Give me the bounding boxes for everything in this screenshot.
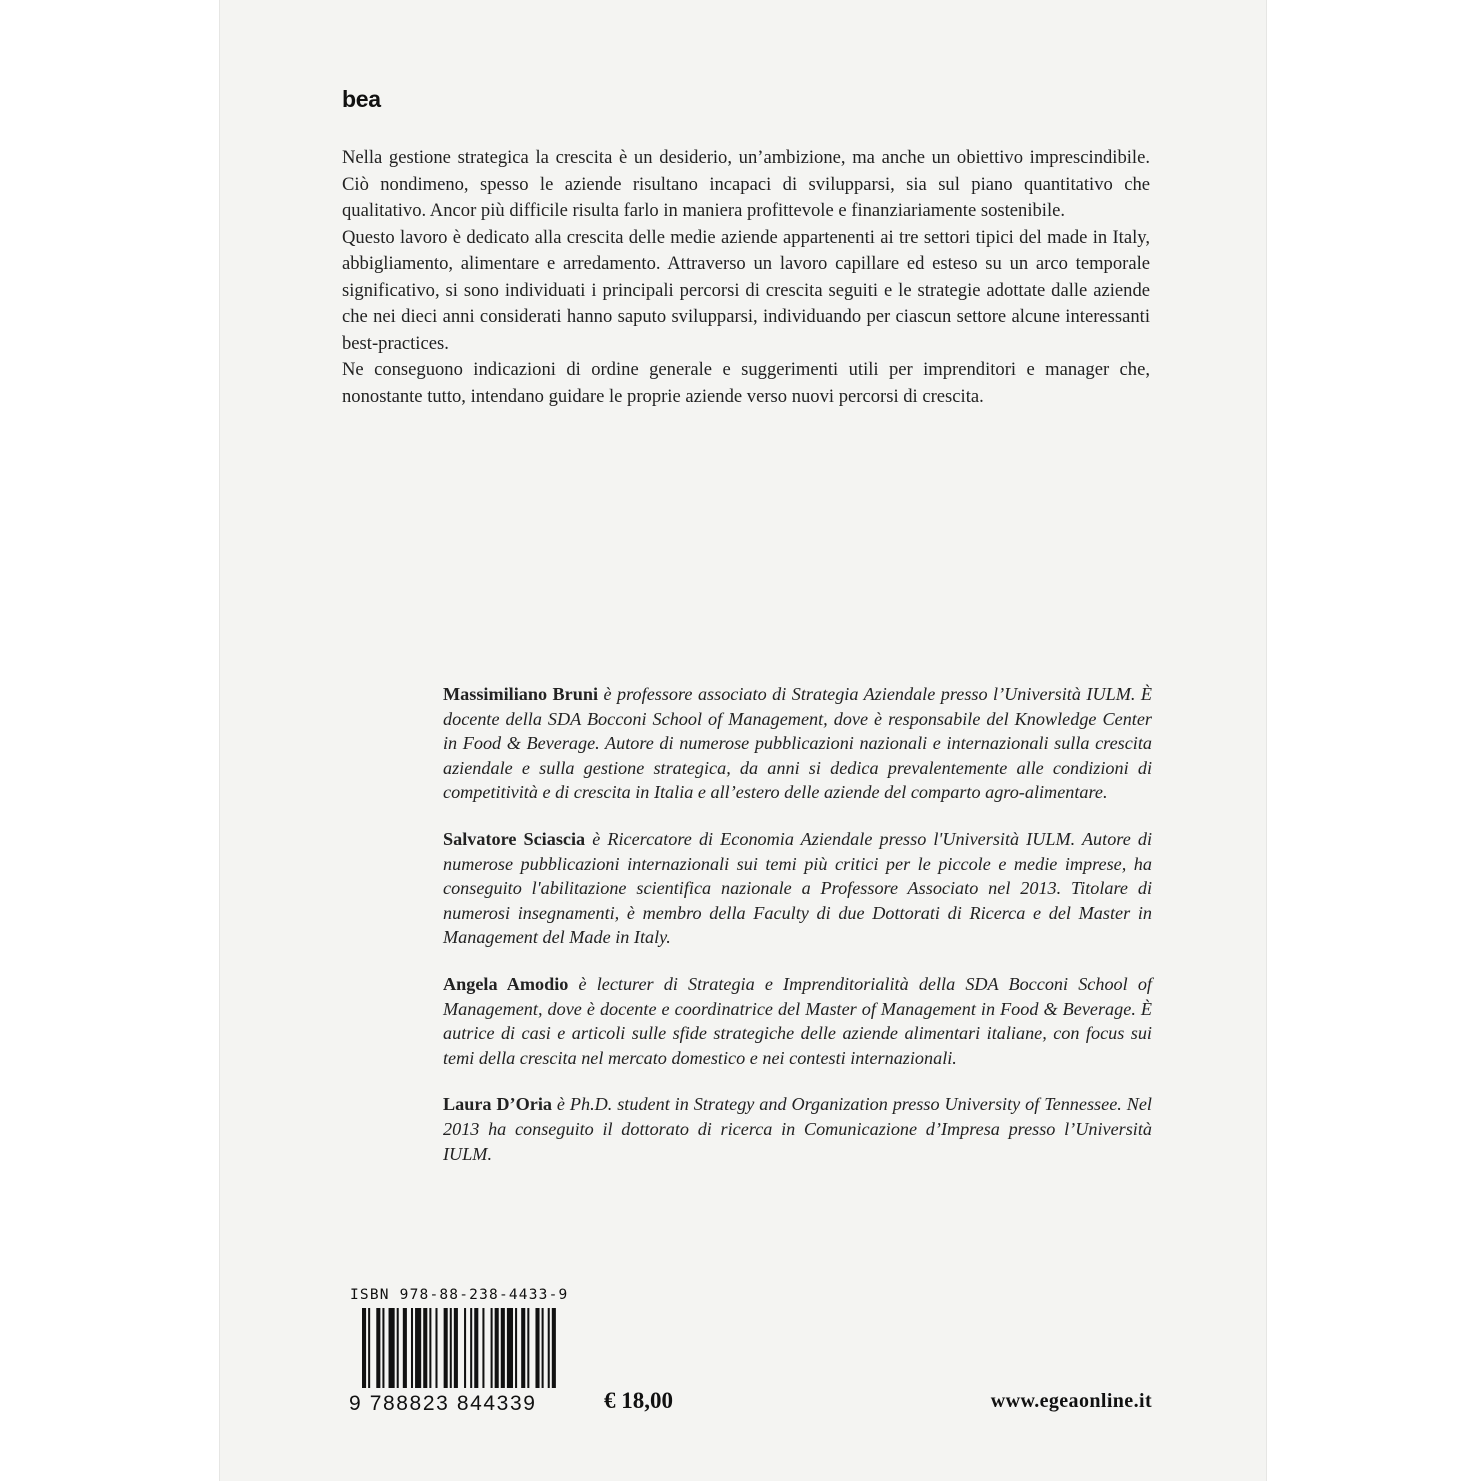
author-bio-text: è professore associato di Strategia Aziendale presso l’Università IULM. È docente della SDA Bocconi School of Management, dove è responsabile del Knowledge Center in Food & Beverage. Autore di numerose pubblicazioni nazionali e internazionali sulla crescita aziendale e sulla gestione strategica, da anni si dedica prevalentemente alle condizioni di competitività e di crescita in Italia e all’estero delle aziende del comparto agro-alimentare. (443, 684, 1152, 803)
publisher-website: www.egeaonline.it (990, 1390, 1152, 1412)
author-name: Salvatore Sciascia (443, 828, 586, 849)
barcode-digits: 9 788823 844339 (349, 1392, 537, 1415)
blurb-paragraph: Ne conseguono indicazioni di ordine generale e suggerimenti utili per imprenditori e manager che, nonostante tutto, intendano guidare le proprie aziende verso nuovi percorsi di crescita. (342, 359, 1150, 407)
author-bio-text: è Ricercatore di Economia Aziendale presso l'Università IULM. Autore di numerose pubblicazioni internazionali sui temi più critici per le piccole e medie imprese, ha conseguito l'abilitazione scientifica nazionale a Professore Associato nel 2013. Titolare di numerosi insegnamenti, è membro della Faculty di due Dottorati di Ricerca e del Master in Management del Made in Italy. (443, 828, 1152, 948)
author-bio-text: è lecturer di Strategia e Imprenditorialità della SDA Bocconi School of Management, dove è docente e coordinatrice del Master of Management in Food & Beverage. È autrice di casi e articoli sulle sfide strategiche delle aziende alimentari italiane, con focus sui temi della crescita nel mercato domestico e nei contesti internazionali. (443, 973, 1152, 1068)
author-bio (443, 827, 1152, 950)
author-name: Laura D’Oria (443, 1094, 552, 1115)
publisher-logo: bea (342, 86, 381, 112)
author-name: Angela Amodio (443, 973, 569, 994)
price-label: € 18,00 (604, 1388, 673, 1413)
barcode-icon (362, 1308, 562, 1388)
isbn-number: ISBN 978-88-238-4433-9 (350, 1287, 569, 1303)
author-bios (443, 682, 1152, 1188)
author-bio (443, 682, 1152, 805)
blurb-paragraph: Nella gestione strategica la crescita è un desiderio, un’ambizione, ma anche un obiettivo imprescindibile. Ciò nondimeno, spesso le aziende risultano incapaci di svilupparsi, sia sul piano quantitativo che qualitativo. Ancor più difficile risulta farlo in maniera profittevole e finanziariamente sostenibile. (342, 147, 1150, 221)
author-bio (443, 1092, 1152, 1166)
blurb-paragraph: Questo lavoro è dedicato alla crescita delle medie aziende appartenenti ai tre settori tipici del made in Italy, abbigliamento, alimentare e arredamento. Attraverso un lavoro capillare ed esteso su un arco temporale significativo, si sono individuati i principali percorsi di crescita seguiti e le strategie adottate dalle aziende che nei dieci anni considerati hanno saputo svilupparsi, individuando per ciascun settore alcune interessanti best-practices. (342, 226, 1150, 354)
author-name: Massimiliano Bruni (443, 684, 599, 704)
author-bio (443, 972, 1152, 1070)
author-bio-text: è Ph.D. student in Strategy and Organization presso University of Tennessee. Nel 2013 ha conseguito il dottorato di ricerca in Comunicazione d’Impresa presso l’Università IULM. (443, 1094, 1152, 1164)
book-blurb (342, 145, 1150, 410)
